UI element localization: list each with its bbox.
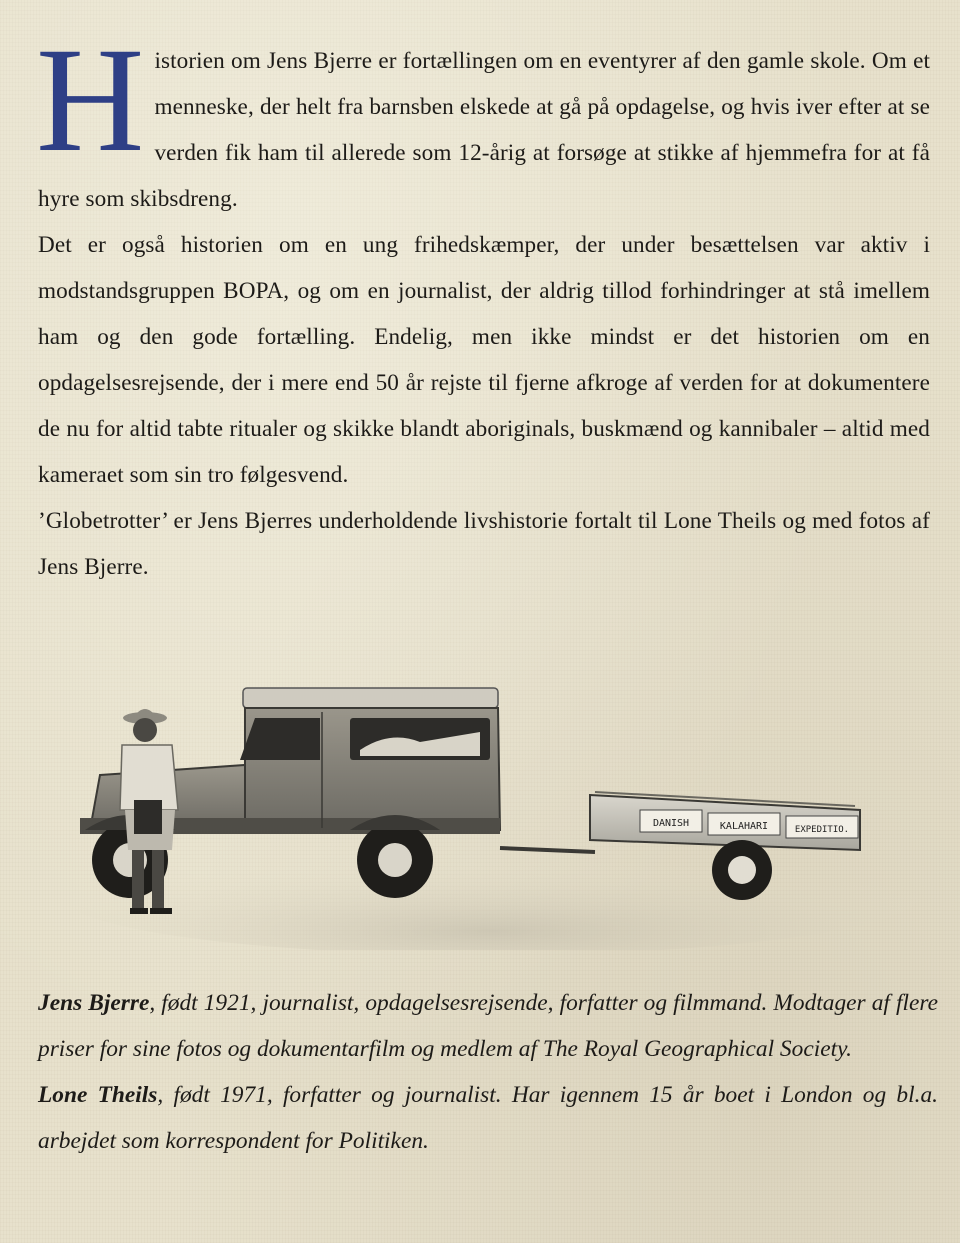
description-text <box>36 17 930 590</box>
bio-jens-bjerre-name: Jens Bjerre <box>38 990 150 1016</box>
trailer-label-danish: DANISH <box>652 818 690 829</box>
trailer-label-expedition: EXPEDITIO. <box>794 825 850 835</box>
ground-shadow <box>60 835 920 950</box>
intro-paragraph-3: ’Globetrotter’ er Jens Bjerres underholdende livshistorie fortalt til Lone Theils og med fotos af Jens Bjerre. <box>38 508 930 580</box>
trailer-label-kalahari: KALAHARI <box>719 821 769 832</box>
bio-lone-theils-text: , født 1971, forfatter og journalist. Har igennem 15 år boet i London og bl.a. arbejdet som korrespondent for Politiken. <box>38 1082 938 1154</box>
author-bios <box>38 980 938 1164</box>
bio-lone-theils <box>38 1072 938 1164</box>
drop-cap: H <box>36 17 145 183</box>
intro-paragraph-1 <box>36 17 930 222</box>
expedition-photo <box>60 670 930 950</box>
intro-paragraph-1-text: istorien om Jens Bjerre er fortællingen om en eventyrer af den gamle skole. Om et menneske, der helt fra barnsben elskede at gå på opdagelse, og hvis iver efter at se verden fik ham til allerede som 12-årig at forsøge at stikke af hjemmefra for at få hyre som skibsdreng. <box>38 48 930 212</box>
bio-jens-bjerre-text: , født 1921, journalist, opdagelsesrejsende, forfatter og filmmand. Modtager af flere priser for sine fotos og dokumentarfilm og medlem af The Royal Geographical Society. <box>38 990 938 1062</box>
bio-lone-theils-name: Lone Theils <box>38 1082 158 1108</box>
bio-jens-bjerre <box>38 980 938 1072</box>
intro-paragraph-2: Det er også historien om en ung frihedskæmper, der under besættelsen var aktiv i modstandsgruppen BOPA, og om en journalist, der aldrig tillod forhindringer at stå imellem ham og den gode fortælling. Endelig, men ikke mindst er det historien om en opdagelsesrejsende, der i mere end 50 år rejste til fjerne afkroge af verden for at dokumentere de nu for altid tabte ritualer og skikke blandt aboriginals, buskmænd og kannibaler – altid med kameraet som sin tro følgesvend. <box>38 232 930 488</box>
